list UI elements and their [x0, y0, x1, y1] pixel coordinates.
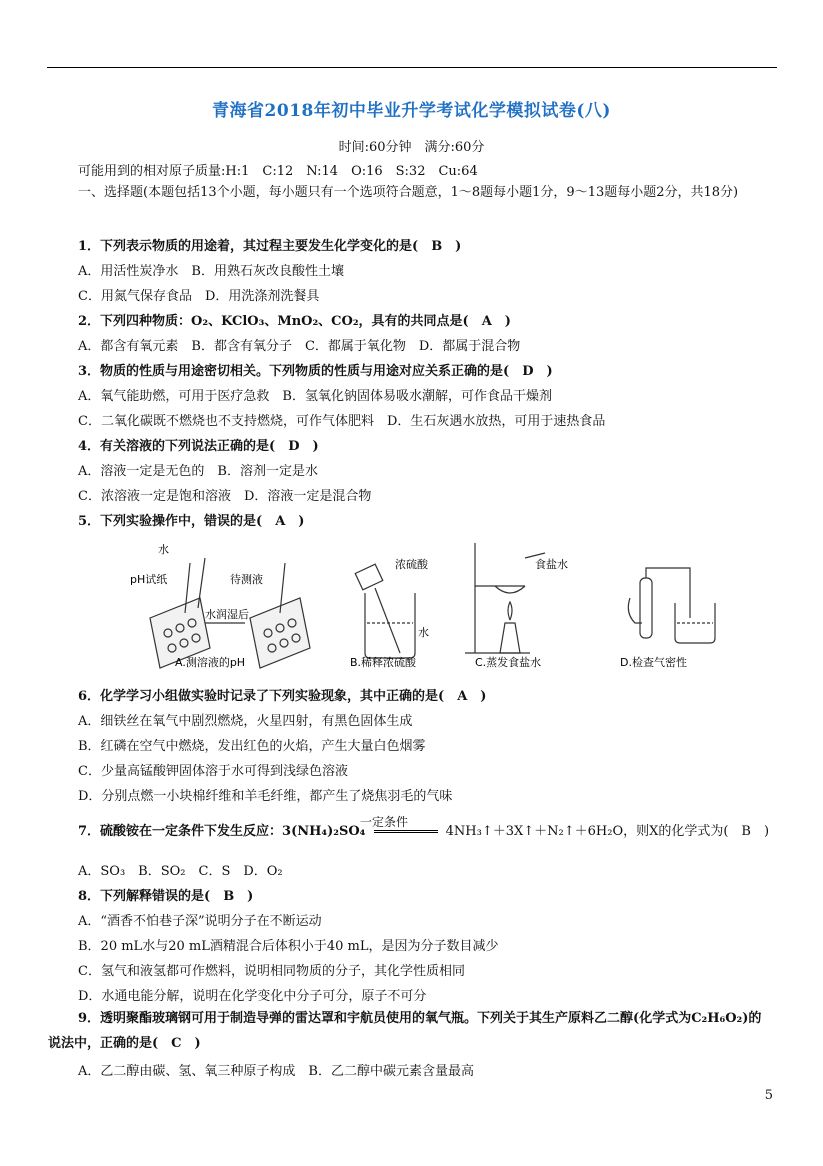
q6-option-d: D．分别点燃一小块棉纤维和羊毛纤维，都产生了烧焦羽毛的气味	[78, 789, 453, 804]
question-3: 3．物质的性质与用途密切相关。下列物质的性质与用途对应关系正确的是( D )	[78, 364, 553, 379]
q6-option-b: B．红磷在空气中燃烧，发出红色的火焰，产生大量白色烟雾	[78, 739, 426, 754]
q7-condition: 一定条件	[360, 815, 409, 829]
question-8: 8．下列解释错误的是( B )	[78, 889, 254, 904]
q7-stem-right: 4NH₃↑＋3X↑＋N₂↑＋6H₂O，则X的化学式为( B )	[445, 824, 770, 839]
question-9: 9．透明聚酯玻璃钢可用于制造导弹的雷达罩和宇航员使用的氧气瓶。下列关于其生产原料乙二醇(化学式为C₂H₆O₂)的说法中，正确的是( C )	[48, 1011, 762, 1051]
page-title: 青海省2018年初中毕业升学考试化学模拟试卷(八)	[212, 101, 611, 121]
figure-a-ph-paper-label: pH试纸	[130, 573, 168, 586]
question-1: 1．下列表示物质的用途着，其过程主要发生化学变化的是( B )	[78, 239, 462, 254]
figure-a-water-label: 水	[158, 543, 169, 556]
q7-stem-left: 7．硫酸铵在一定条件下发生反应：3(NH₄)₂SO₄	[78, 824, 366, 839]
figure-a-test-liquid-label: 待测液	[230, 573, 263, 586]
q4-options-cd: C．浓溶液一定是饱和溶液 D．溶液一定是混合物	[78, 489, 372, 504]
figure-c-evaporate	[465, 543, 545, 653]
lab-operations-figure	[130, 538, 730, 673]
figure-c-caption: C.蒸发食盐水	[475, 656, 542, 669]
section-header: 一、选择题(本题包括13个小题，每小题只有一个选项符合题意，1～8题每小题1分，9～13题每小题2分，共18分)	[78, 185, 739, 200]
question-4: 4．有关溶液的下列说法正确的是( D )	[78, 439, 319, 454]
q8-option-a: A．“酒香不怕巷子深”说明分子在不断运动	[78, 914, 322, 929]
q4-options-ab: A．溶液一定是无色的 B．溶剂一定是水	[78, 464, 318, 479]
question-7	[78, 820, 769, 839]
q6-option-a: A．细铁丝在氧气中剧烈燃烧，火星四射，有黑色固体生成	[78, 714, 413, 729]
q9-options-ab: A．乙二醇由碳、氢、氧三种原子构成 B．乙二醇中碳元素含量最高	[78, 1064, 474, 1079]
q8-option-c: C．氢气和液氢都可作燃料，说明相同物质的分子，其化学性质相同	[78, 964, 465, 979]
question-2: 2．下列四种物质：O₂、KClO₃、MnO₂、CO₂，具有的共同点是( A )	[78, 314, 511, 329]
atomic-masses: 可能用到的相对原子质量:H:1 C:12 N:14 O:16 S:32 Cu:64	[78, 164, 478, 179]
figure-c-salt-label: 食盐水	[535, 558, 568, 571]
q6-option-c: C．少量高锰酸钾固体溶于水可得到浅绿色溶液	[78, 764, 348, 779]
figure-b-dilute-acid	[355, 564, 415, 658]
figure-a-caption: A.测溶液的pH	[175, 656, 246, 669]
question-6: 6．化学学习小组做实验时记录了下列实验现象，其中正确的是( A )	[78, 689, 487, 704]
header-rule	[47, 67, 777, 68]
q1-options-cd: C．用氮气保存食品 D．用洗涤剂洗餐具	[78, 289, 320, 304]
q3-options-ab: A．氧气能助燃，可用于医疗急救 B．氢氧化钠固体易吸水潮解，可作食品干燥剂	[78, 389, 552, 404]
figure-b-acid-label: 浓硫酸	[395, 558, 428, 571]
q8-option-d: D．水通电能分解，说明在化学变化中分子可分，原子不可分	[78, 989, 427, 1004]
figure-b-caption: B.稀释浓硫酸	[350, 656, 417, 669]
figure-b-water-label: 水	[418, 626, 429, 639]
exam-info: 时间:60分钟 满分:60分	[338, 140, 485, 155]
q3-options-cd: C．二氧化碳既不燃烧也不支持燃烧，可作气体肥料 D．生石灰遇水放热，可用于速热食品	[78, 414, 606, 429]
figure-a-wet-label: 水润湿后	[205, 608, 249, 621]
figure-d-caption: D.检查气密性	[620, 656, 687, 669]
q2-options: A．都含有氧元素 B．都含有氧分子 C．都属于氧化物 D．都属于混合物	[78, 339, 521, 354]
page-number: 5	[764, 1088, 773, 1103]
q7-options: A．SO₃ B．SO₂ C．S D．O₂	[78, 864, 283, 879]
figure-d-airtightness	[628, 568, 715, 643]
q1-options-ab: A．用活性炭净水 B．用熟石灰改良酸性土壤	[78, 264, 344, 279]
question-5: 5．下列实验操作中，错误的是( A )	[78, 514, 305, 529]
q8-option-b: B．20 mL水与20 mL酒精混合后体积小于40 mL，是因为分子数目减少	[78, 939, 499, 954]
